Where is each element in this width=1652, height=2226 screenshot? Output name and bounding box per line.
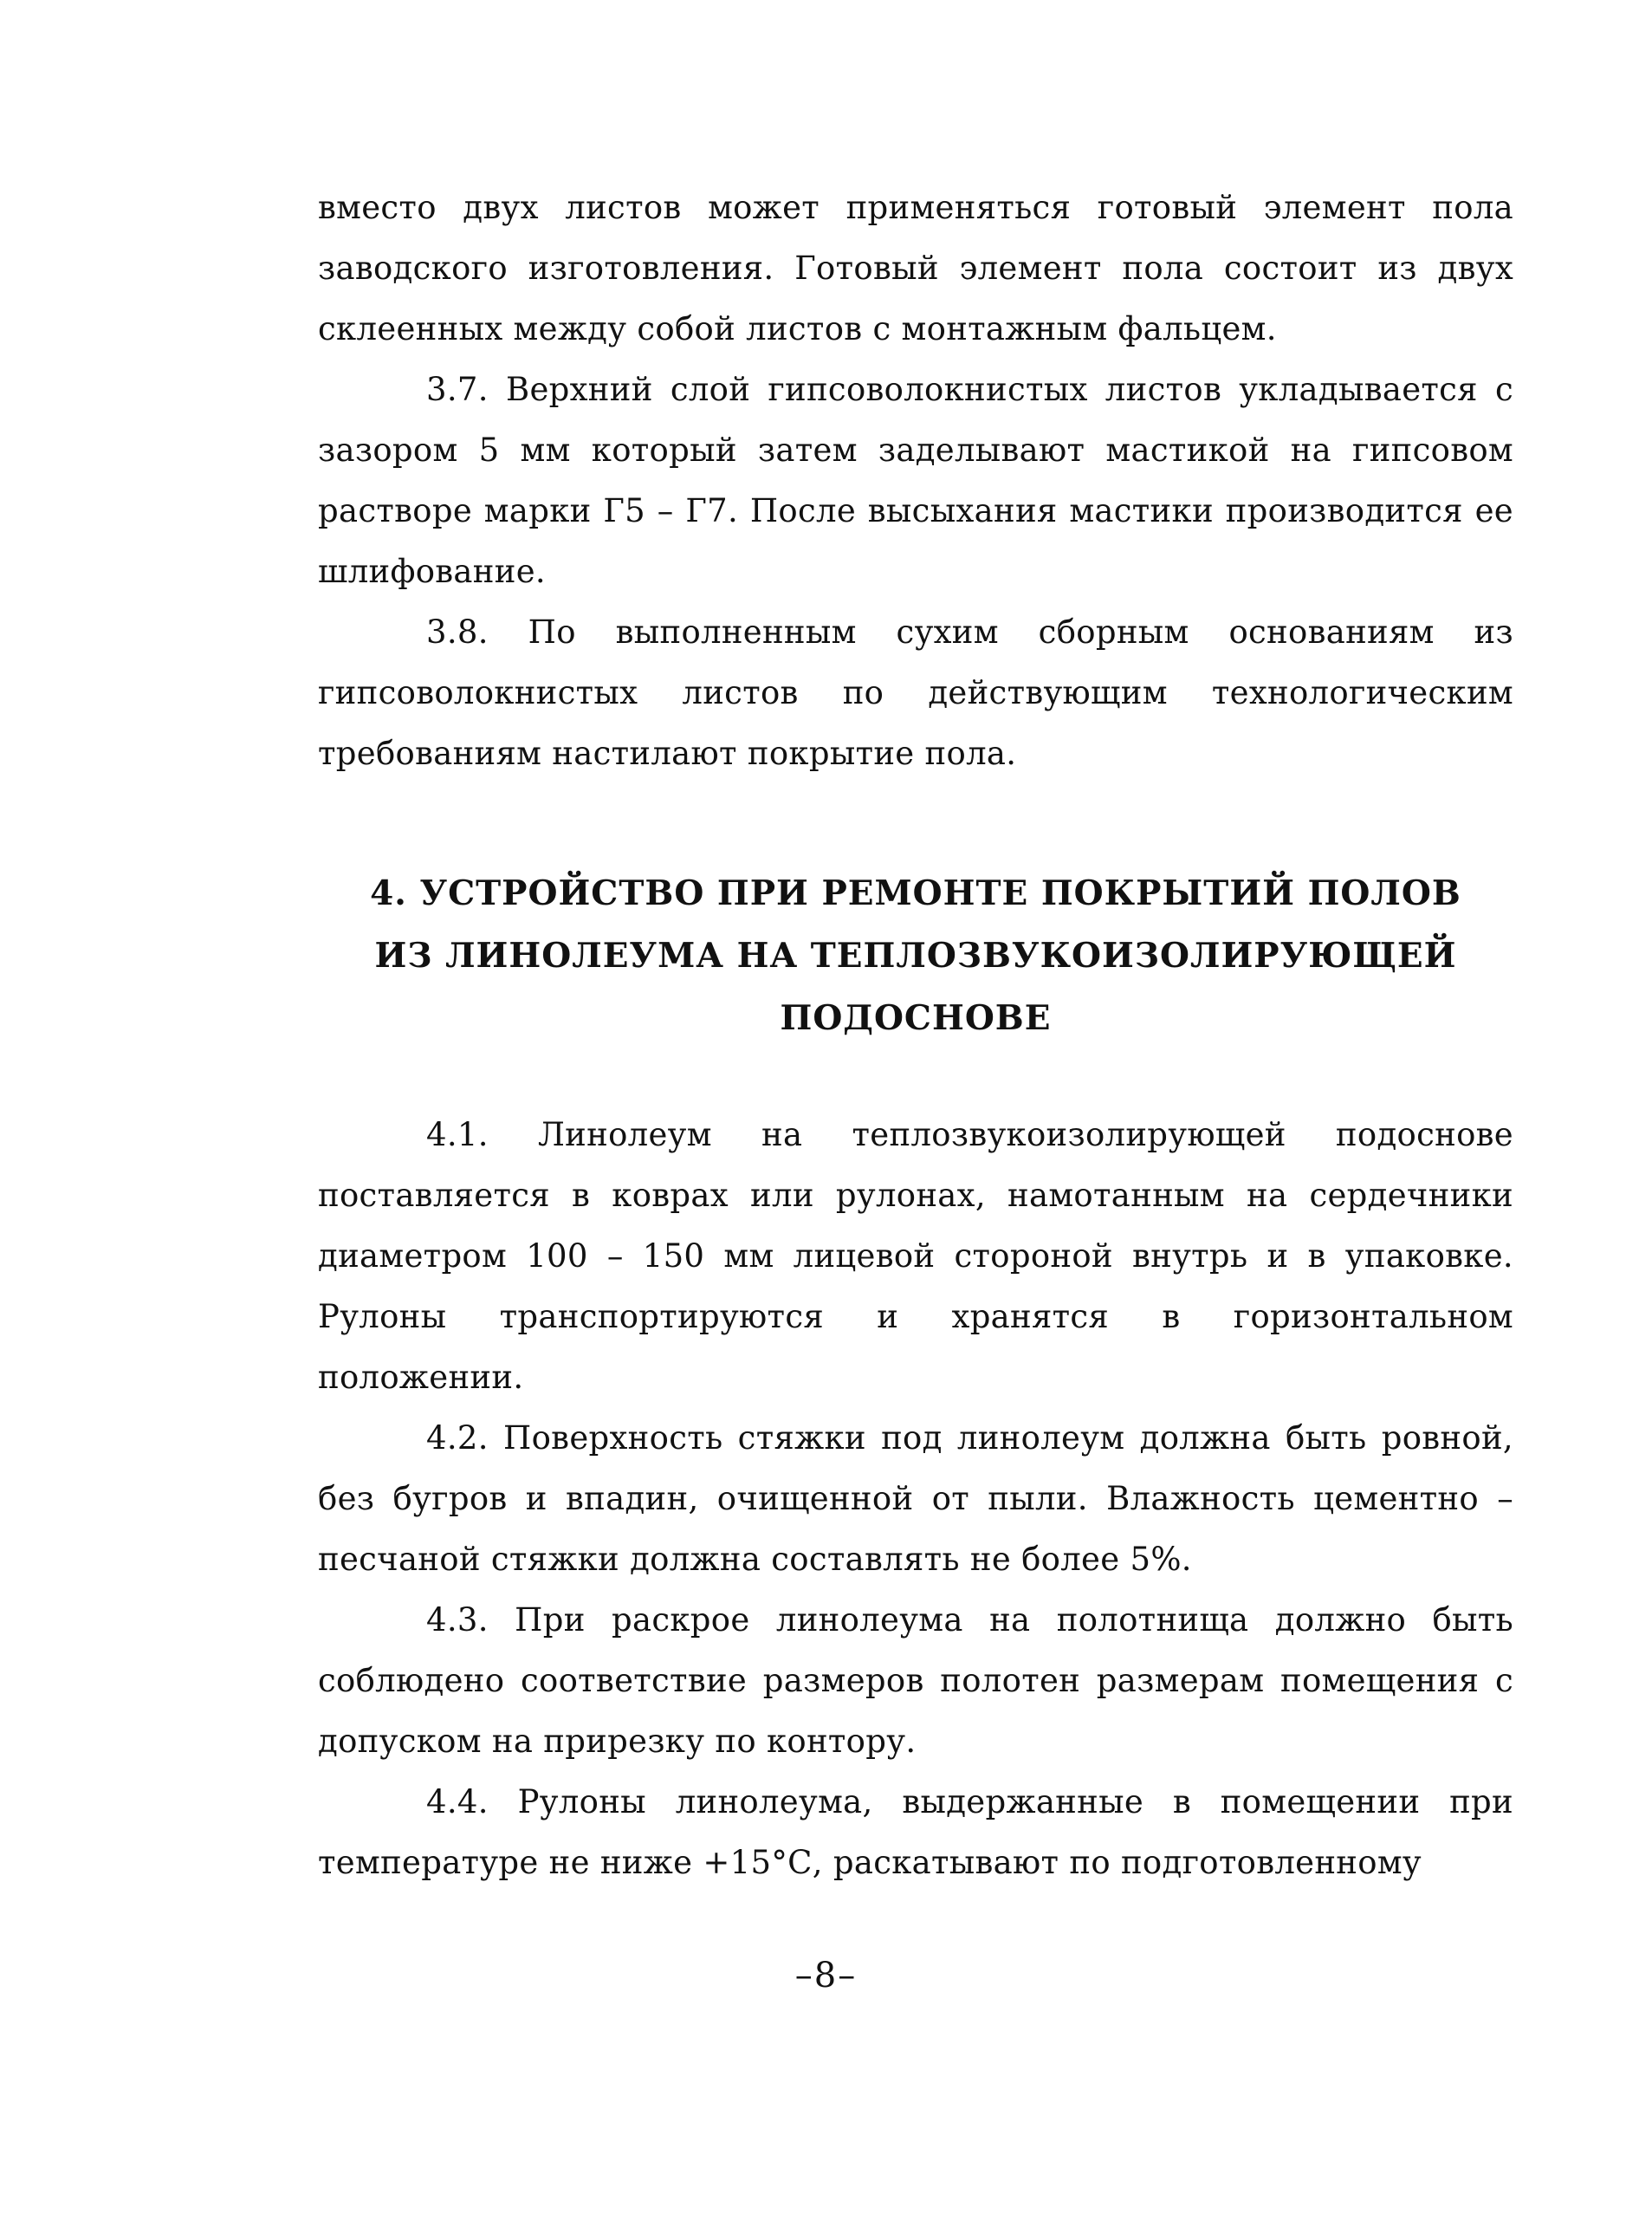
page-number: –8– [794, 1956, 858, 1996]
heading-line-1: 4. УСТРОЙСТВО ПРИ РЕМОНТЕ ПОКРЫТИЙ ПОЛОВ [370, 873, 1461, 913]
paragraph-4-3: 4.3. При раскрое линолеума на полотнища должно быть соблюдено соответствие размеров полотен размерам помещения с допуском на прирезку по контору. [318, 1601, 1513, 1760]
section-4-text [318, 1105, 1513, 1893]
paragraph-4-2: 4.2. Поверхность стяжки под линолеум должна быть ровной, без бугров и впадин, очищенной от пыли. Влажность цементно – песчаной стяжки должна составлять не более 5%. [318, 1419, 1513, 1578]
heading-line-2: ИЗ ЛИНОЛЕУМА НА ТЕПЛОЗВУКОИЗОЛИРУЮЩЕЙ [374, 936, 1457, 976]
paragraph-3-8: 3.8. По выполненным сухим сборным основаниям из гипсоволокнистых листов по действующим технологическим требованиям настилают покрытие пола. [318, 613, 1513, 772]
heading-line-3: ПОДОСНОВЕ [780, 998, 1052, 1038]
section-3-text [318, 178, 1513, 784]
paragraph-4-1: 4.1. Линолеум на теплозвукоизолирующей подоснове поставляется в коврах или рулонах, намотанным на сердечники диаметром 100 – 150 мм лицевой стороной внутрь и в упаковке. Рулоны транспортируются и хранятся в горизонтальном положении. [318, 1116, 1513, 1396]
section-4-heading [318, 862, 1513, 1049]
paragraph-3-7: 3.7. Верхний слой гипсоволокнистых листов укладывается с зазором 5 мм который затем заделывают мастикой на гипсовом растворе марки Г5 – Г7. После высыхания мастики производится ее шлифование. [318, 371, 1513, 590]
paragraph-4-4: 4.4. Рулоны линолеума, выдержанные в помещении при температуре не ниже +15°С, раскатывают по подготовленному [318, 1783, 1513, 1881]
paragraph-continuation: вместо двух листов может применяться готовый элемент пола заводского изготовления. Готовый элемент пола состоит из двух склеенных между собой листов с монтажным фальцем. [318, 189, 1513, 347]
